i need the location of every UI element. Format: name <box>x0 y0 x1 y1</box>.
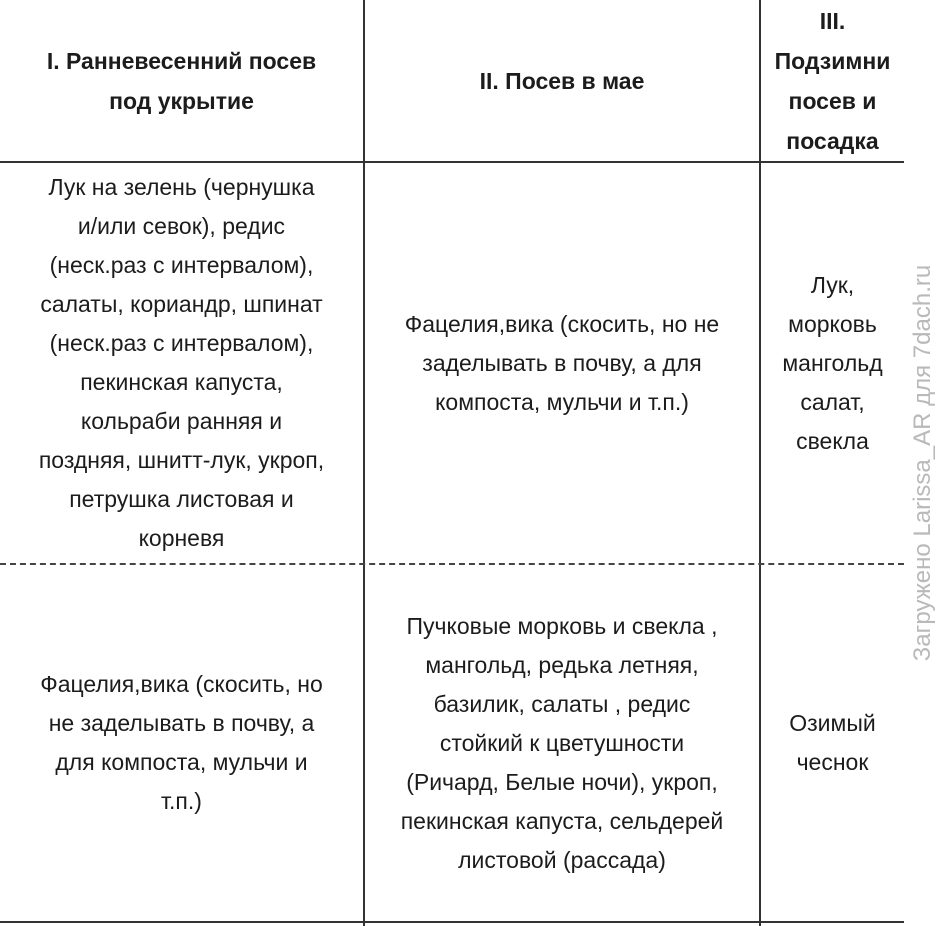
cell-line: т.п.) <box>161 788 202 814</box>
cell-line: и/или севок), редис <box>77 213 286 239</box>
cell-line: (неск.раз с интервалом), <box>49 252 314 278</box>
cell-line: заделывать в почву, а для <box>422 349 702 376</box>
cell-line: мангольд, редька летняя, <box>425 651 699 678</box>
cell-line: пекинская капуста, сельдерей <box>400 807 724 834</box>
cell-line: салат, <box>800 388 865 415</box>
cell-line: для компоста, мульчи и <box>55 749 308 775</box>
cell-line: поздняя, шнитт-лук, укроп, <box>38 447 325 473</box>
cell-line: Пучковые морковь и свекла , <box>406 612 718 639</box>
row2-winter-cell <box>761 565 904 921</box>
row1-may-cell <box>365 163 759 563</box>
row2-early-spring-cell <box>0 565 363 921</box>
row1-winter-cell <box>761 163 904 563</box>
row1-early-spring-cell <box>0 163 363 563</box>
header-cell-may <box>365 0 759 161</box>
cell-line: Лук на зелень (чернушка <box>48 174 315 200</box>
cell-line: корневя <box>138 525 225 551</box>
header-cell-winter <box>761 0 904 161</box>
header-cell-early-spring <box>0 0 363 161</box>
header-line: III. <box>819 7 846 34</box>
cell-line: компоста, мульчи и т.п.) <box>435 388 689 415</box>
header-line: II. Посев в мае <box>479 67 645 94</box>
cell-line: листовой (рассада) <box>458 846 666 873</box>
cell-line: не заделывать в почву, а <box>48 710 315 736</box>
watermark-text: Загружено Larissa_AR для 7dach.ru <box>909 264 936 662</box>
cell-line: Лук, <box>810 271 855 298</box>
cell-line: Фацелия,вика (скосить, но не <box>404 310 720 337</box>
cell-line: базилик, салаты , редис <box>433 690 691 717</box>
cell-line: свекла <box>796 427 869 454</box>
cell-line: чеснок <box>796 749 869 775</box>
watermark <box>906 0 940 926</box>
header-line: посев и <box>788 87 877 114</box>
cell-line: стойкий к цветушности <box>439 729 685 756</box>
header-line: под укрытие <box>109 87 254 114</box>
cell-line: морковь <box>788 310 877 337</box>
header-line: Подзимни <box>774 47 891 74</box>
cell-line: мангольд <box>782 349 883 376</box>
cell-line: Фацелия,вика (скосить, но <box>40 671 323 697</box>
header-line: I. Ранневесенний посев <box>46 47 317 74</box>
cell-line: пекинская капуста, <box>80 369 283 395</box>
row2-may-cell <box>365 565 759 921</box>
cell-line: Озимый <box>789 710 876 736</box>
cell-line: кольраби ранняя и <box>80 408 283 434</box>
cell-line: (Ричард, Белые ночи), укроп, <box>406 768 718 795</box>
header-line: посадка <box>786 127 879 154</box>
cell-line: салаты, кориандр, шпинат <box>40 291 323 317</box>
table-bottom-border <box>0 921 904 923</box>
cell-line: (неск.раз с интервалом), <box>49 330 314 356</box>
cell-line: петрушка листовая и <box>69 486 294 512</box>
